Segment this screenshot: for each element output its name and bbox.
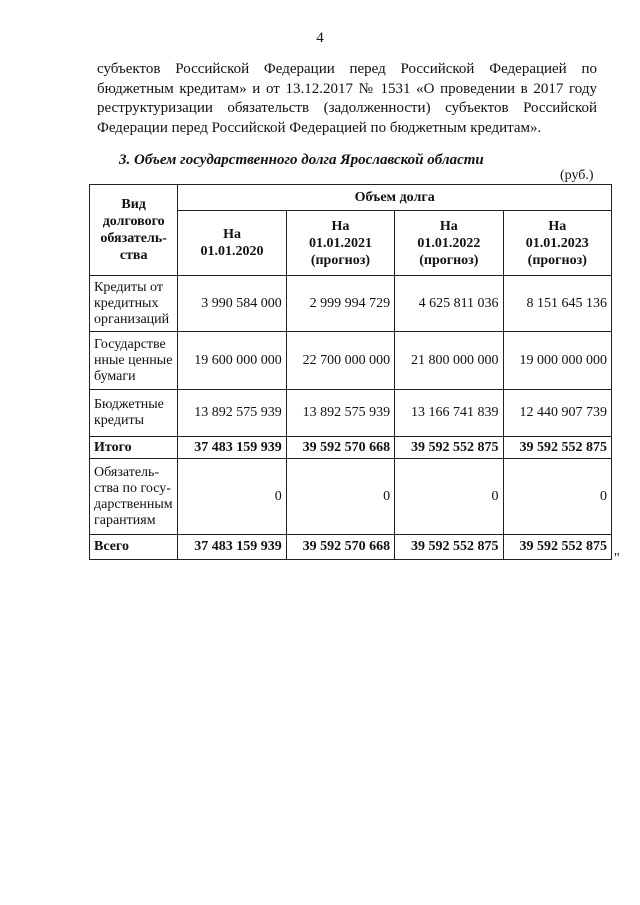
row-label: Итого [90,437,178,459]
column-header-2021: На 01.01.2021 (прогноз) [286,211,394,276]
row-label: Государстве нные ценные бумаги [90,332,178,390]
cell-value: 0 [286,459,394,535]
row-label: Обязатель-ства по госу-дарственным гарантиям [90,459,178,535]
cell-value: 21 800 000 000 [395,332,503,390]
cell-value: 19 600 000 000 [178,332,286,390]
cell-value: 39 592 552 875 [395,437,503,459]
unit-label: (руб.) [560,168,594,183]
cell-value: 8 151 645 136 [503,276,611,332]
cell-value: 39 592 552 875 [395,535,503,560]
row-label: Всего [90,535,178,560]
volume-header: Объем долга [178,185,612,211]
row-label: Кредиты от кредитных организаций [90,276,178,332]
table-row [90,459,612,535]
intro-paragraph: субъектов Российской Федерации перед Российской Федерацией по бюджетным кредитам» и от 13.12.2017 № 1531 «О проведении в 2017 году реструктуризации обязательств (задолженности) субъектов Российской Федерации перед Российской Федерацией по бюджетным кредитам». [97,61,597,136]
closing-quote: " [614,551,620,566]
cell-value: 4 625 811 036 [395,276,503,332]
table-row-total [90,437,612,459]
column-header-2020: На 01.01.2020 [178,211,286,276]
cell-value: 0 [178,459,286,535]
page-number: 4 [316,30,324,46]
table-row-grand-total [90,535,612,560]
table-header-row [90,185,612,211]
cell-value: 13 892 575 939 [178,390,286,437]
table-row [90,332,612,390]
debt-table [89,184,612,560]
row-label: Бюджетные кредиты [90,390,178,437]
table-row [90,390,612,437]
table-row [90,276,612,332]
cell-value: 3 990 584 000 [178,276,286,332]
cell-value: 39 592 570 668 [286,437,394,459]
cell-value: 13 892 575 939 [286,390,394,437]
section-title: 3. Объем государственного долга Ярославской области [119,152,484,168]
column-header-2022: На 01.01.2022 (прогноз) [395,211,503,276]
cell-value: 37 483 159 939 [178,535,286,560]
cell-value: 39 592 552 875 [503,535,611,560]
cell-value: 37 483 159 939 [178,437,286,459]
cell-value: 22 700 000 000 [286,332,394,390]
cell-value: 12 440 907 739 [503,390,611,437]
cell-value: 39 592 552 875 [503,437,611,459]
cell-value: 0 [395,459,503,535]
column-header-2023: На 01.01.2023 (прогноз) [503,211,611,276]
cell-value: 2 999 994 729 [286,276,394,332]
cell-value: 19 000 000 000 [503,332,611,390]
cell-value: 0 [503,459,611,535]
kind-header: Вид долгового обязатель-ства [90,185,178,276]
cell-value: 13 166 741 839 [395,390,503,437]
cell-value: 39 592 570 668 [286,535,394,560]
